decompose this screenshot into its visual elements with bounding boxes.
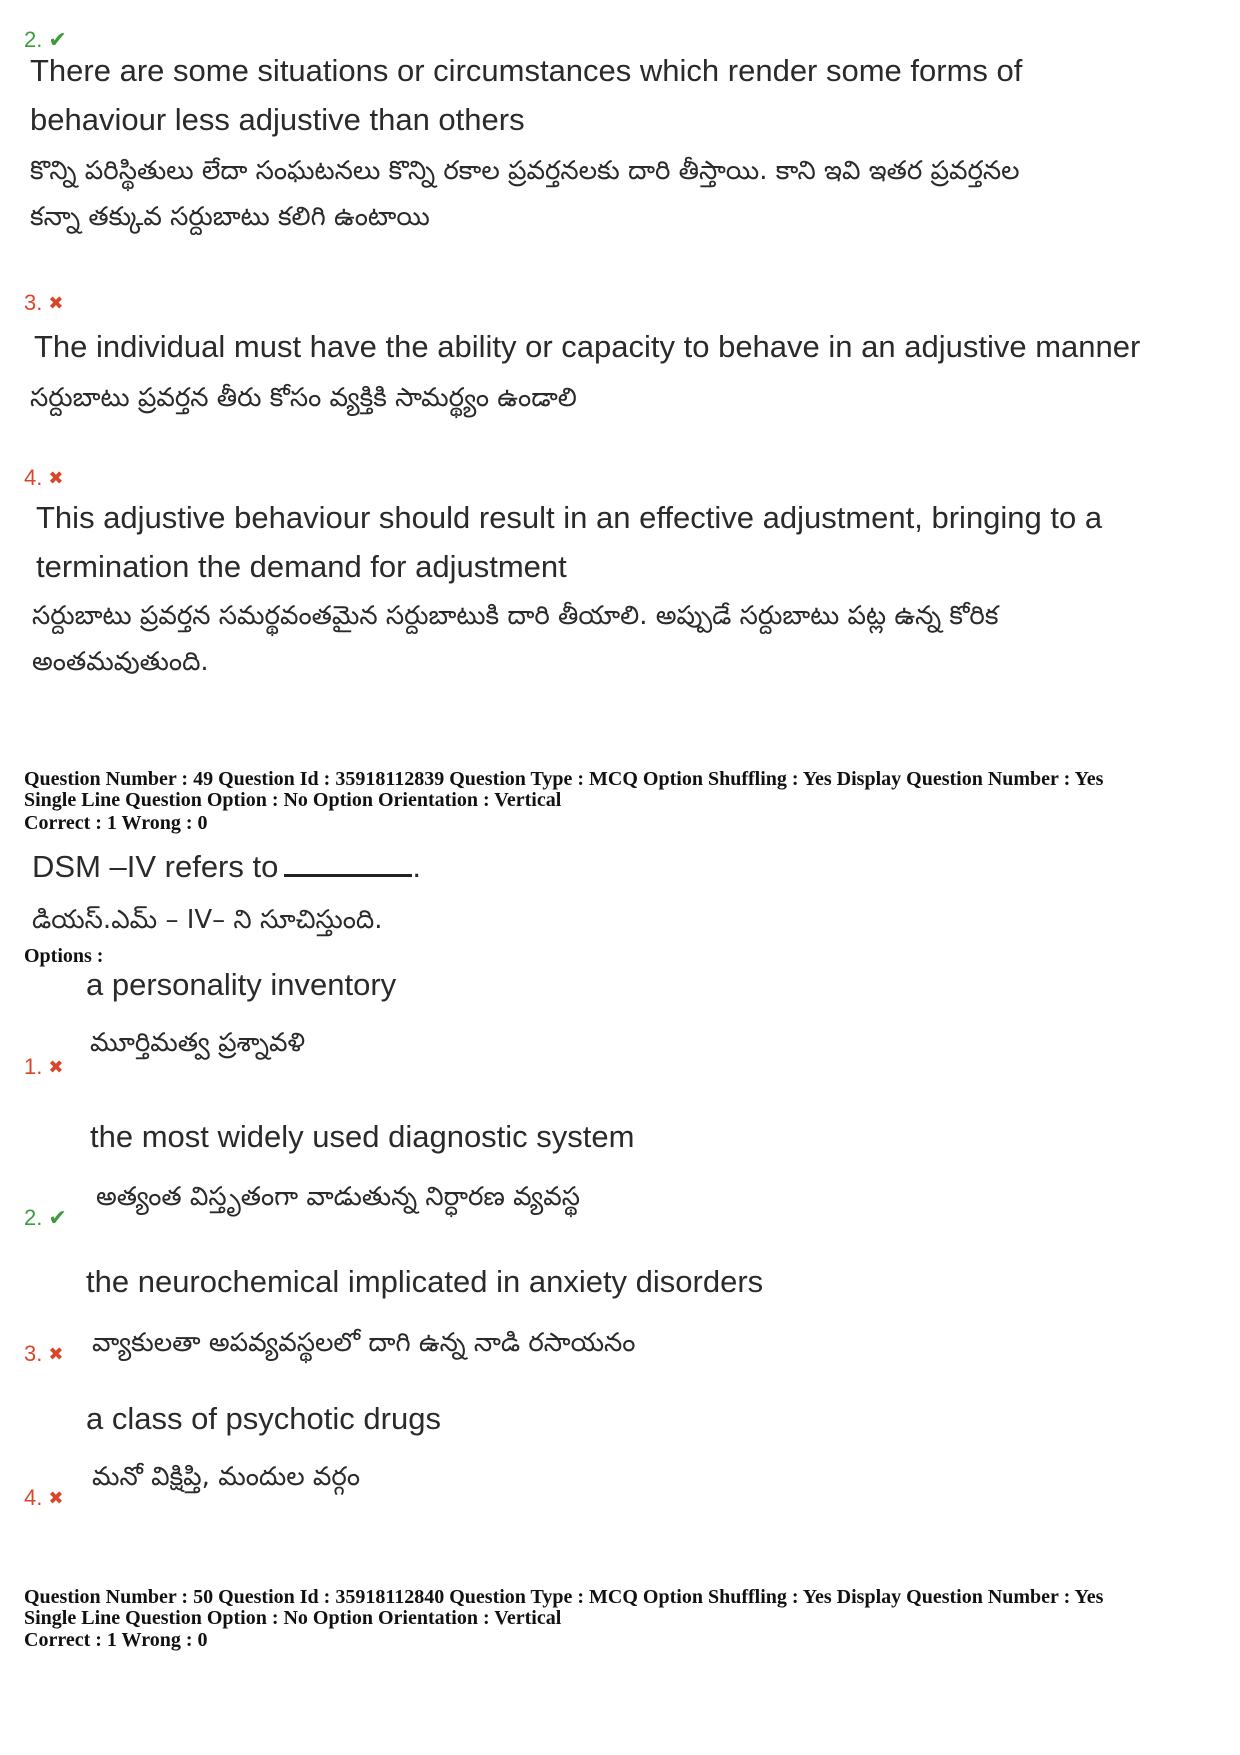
- meta-line: Single Line Question Option : No Option Orientation : Vertical: [24, 1607, 562, 1629]
- q49-option-4-number: 4. ✖: [24, 1485, 64, 1510]
- q49-meta: [24, 769, 1103, 811]
- prev-option-4-text-en: [36, 493, 1102, 591]
- q49-question-te: డియస్.ఎమ్ – IV– ని సూచిస్తుంది.: [32, 905, 383, 935]
- q49-option-1-number: 1. ✖: [24, 1054, 64, 1079]
- meta-line: Question Number : 49 Question Id : 35918112839 Question Type : MCQ Option Shuffling : Yes Display Question Number : Yes: [24, 768, 1104, 790]
- meta-line: Question Number : 50 Question Id : 35918112840 Question Type : MCQ Option Shuffling : Yes Display Question Number : Yes: [24, 1586, 1104, 1608]
- question-end: .: [412, 849, 421, 884]
- text-line: There are some situations or circumstances which render some forms of: [30, 53, 1023, 88]
- prev-option-3-text-en: [34, 322, 1140, 371]
- prev-option-2-text-en: [30, 46, 1022, 144]
- q49-option-1-te: మూర్తిమత్వ ప్రశ్నావళి: [90, 1028, 306, 1058]
- prev-option-3-text-te: [30, 375, 577, 421]
- text-line: సర్దుబాటు ప్రవర్తన సమర్థవంతమైన సర్దుబాటుకి దారి తీయాలి. అప్పుడే సర్దుబాటు పట్ల ఉన్న కోరిక: [32, 601, 999, 631]
- q50-meta: [24, 1587, 1103, 1629]
- text-line: termination the demand for adjustment: [36, 549, 567, 584]
- q49-option-4-te: మనో విక్షిప్తి, మందుల వర్గం: [92, 1462, 361, 1492]
- question-text: DSM –IV refers to: [32, 849, 279, 884]
- prev-option-4-number: 4. ✖: [24, 465, 64, 490]
- cross-icon: ✖: [48, 468, 64, 488]
- q49-option-2-en: the most widely used diagnostic system: [90, 1119, 635, 1154]
- cross-icon: ✖: [48, 1344, 64, 1364]
- check-icon: ✔: [48, 1205, 67, 1230]
- q49-options-label: Options :: [24, 945, 104, 967]
- text-line: అంతమవుతుంది.: [32, 647, 209, 677]
- q49-option-3-en: the neurochemical implicated in anxiety disorders: [86, 1264, 764, 1299]
- q49-question-en: [32, 842, 421, 891]
- q49-option-1-en: a personality inventory: [86, 967, 397, 1002]
- cross-icon: ✖: [48, 1057, 64, 1077]
- prev-option-2-text-te: [30, 148, 1020, 240]
- text-line: సర్దుబాటు ప్రవర్తన తీరు కోసం వ్యక్తికి సామర్థ్యం ఉండాలి: [30, 383, 577, 413]
- cross-icon: ✖: [48, 1488, 64, 1508]
- prev-option-2-number: 2. ✔: [24, 27, 67, 52]
- q49-option-3-number: 3. ✖: [24, 1341, 64, 1366]
- q49-option-4-en: a class of psychotic drugs: [86, 1401, 441, 1436]
- text-line: This adjustive behaviour should result in an effective adjustment, bringing to a: [36, 500, 1103, 535]
- text-line: కన్నా తక్కువ సర్దుబాటు కలిగి ఉంటాయి: [30, 202, 430, 232]
- text-line: కొన్ని పరిస్థితులు లేదా సంఘటనలు కొన్ని రకాల ప్రవర్తనలకు దారి తీస్తాయి. కాని ఇవి ఇతర ప్రవర్తనల: [30, 156, 1020, 186]
- answer-blank: [284, 848, 412, 877]
- q49-option-2-te: అత్యంత విస్తృతంగా వాడుతున్న నిర్ధారణ వ్యవస్థ: [96, 1182, 580, 1212]
- meta-line: Single Line Question Option : No Option Orientation : Vertical: [24, 789, 562, 811]
- text-line: behaviour less adjustive than others: [30, 102, 525, 137]
- prev-option-4-text-te: [32, 593, 998, 685]
- q49-option-2-number: 2. ✔: [24, 1205, 67, 1230]
- check-icon: ✔: [48, 27, 67, 52]
- q50-marks: Correct : 1 Wrong : 0: [24, 1629, 208, 1651]
- prev-option-3-number: 3. ✖: [24, 290, 64, 315]
- cross-icon: ✖: [48, 293, 64, 313]
- text-line: The individual must have the ability or capacity to behave in an adjustive manner: [34, 329, 1141, 364]
- q49-marks: Correct : 1 Wrong : 0: [24, 812, 208, 834]
- q49-option-3-te: వ్యాకులతా అపవ్యవస్థలలో దాగి ఉన్న నాడి రసాయనం: [92, 1328, 636, 1358]
